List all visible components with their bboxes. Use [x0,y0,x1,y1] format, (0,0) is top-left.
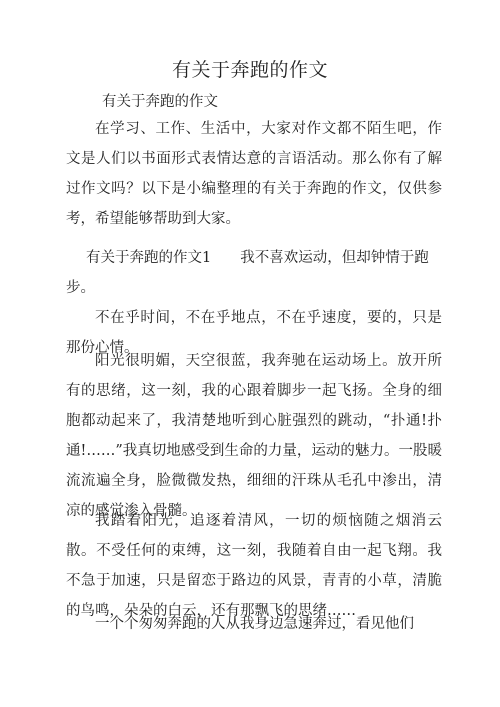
document-subtitle: 有关于奔跑的作文 [102,94,218,110]
document-title: 有关于奔跑的作文 [171,59,328,81]
paragraph-essay-1-heading: 有关于奔跑的作文1 我不喜欢运动，但却钟情于跑 [86,250,429,266]
paragraph-intro: 在学习、工作、生活中，大家对作文都不陌生吧，作文是人们以书面形式表情达意的言语活动。那么你有了解过作文吗？以下是小编整理的有关于奔跑的作文，仅供参考，希望能够帮助到大家。 [66,121,442,227]
paragraph-mood: 不在乎时间，不在乎地点，不在乎速度，要的，只是那份心情。 [66,310,442,356]
paragraph-breeze: 我踏着阳光，追逐着清风，一切的烦恼随之烟消云散。不受任何的束缚，这一刻，我随着自由一起飞翔。我不急于加速，只是留恋于路边的风景，青青的小草，清脆的鸟鸣，朵朵的白云，还有那飘飞的思绪…… [66,513,442,619]
paragraph-essay-1-heading-continuation: 步。 [66,280,95,296]
paragraph-runners: 一个个匆匆奔跑的人从我身边急速奔过，看见他们 [95,616,414,632]
paragraph-sunshine: 阳光很明媚，天空很蓝，我奔驰在运动场上。放开所有的思绪，这一刻，我的心跟着脚步一起飞扬。全身的细胞都动起来了，我清楚地听到心脏强烈的跳动，“扑通!扑通!……”我真切地感受到生命的力量，运动的魅力。一股暖流流遍全身，脸微微发热，细细的汗珠从毛孔中渗出，清凉的感觉渗入骨髓。 [66,353,442,519]
